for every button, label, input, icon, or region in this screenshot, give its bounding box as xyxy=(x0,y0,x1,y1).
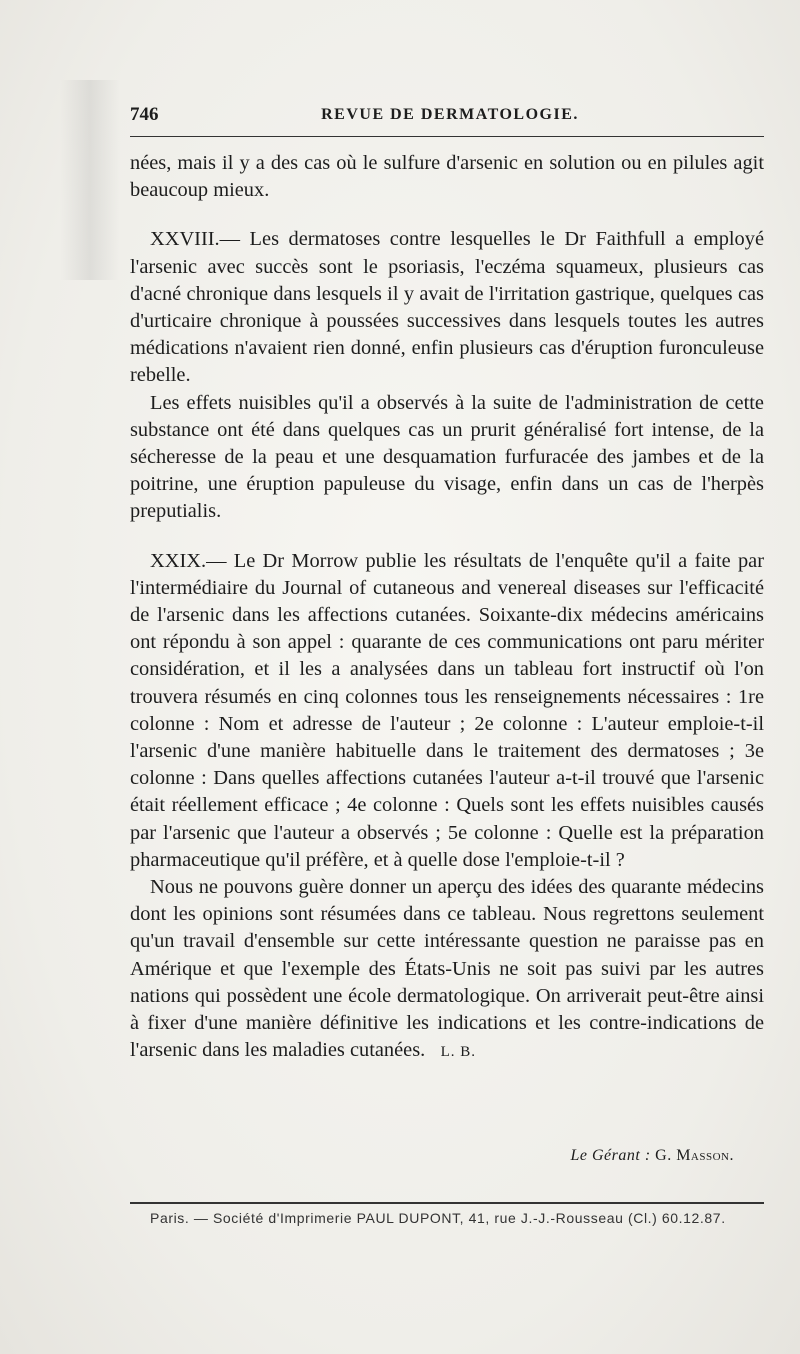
paragraph-conclusion xyxy=(130,874,764,1066)
gerant-line xyxy=(130,1147,734,1165)
gerant-name: G. Masson. xyxy=(655,1147,734,1164)
header-rule xyxy=(130,136,764,137)
printer-imprint: Paris. — Société d'Imprimerie PAUL DUPONT, 41, rue J.-J.-Rousseau (Cl.) 60.12.87. xyxy=(150,1210,726,1226)
running-title: REVUE DE DERMATOLOGIE. xyxy=(321,106,579,123)
paragraph-xxviii: XXVIII.— Les dermatoses contre lesquelles le Dr Faithfull a employé l'arsenic avec succès sont le psoriasis, l'eczéma squameux, plusieurs cas d'acné chronique dans lesquels il y avait de l'irritation gastrique, quelques cas d'urticaire chronique à poussées successives dans lesquels toutes les autres médications n'avaient rien donné, enfin plusieurs cas d'éruption furonculeuse rebelle. xyxy=(130,228,764,387)
paragraph-continuation: nées, mais il y a des cas où le sulfure d'arsenic en solution ou en pilules agit beaucoup mieux. xyxy=(130,152,764,202)
footer-rule xyxy=(130,1202,764,1204)
article-body xyxy=(130,150,764,1067)
gerant-label: Le Gérant : xyxy=(570,1147,651,1164)
page-header xyxy=(130,104,770,130)
page-number: 746 xyxy=(130,104,159,125)
paragraph-effets-nuisibles: Les effets nuisibles qu'il a observés à la suite de l'administration de cette substance ont été dans quelques cas un prurit généralisé fort intense, de la sécheresse de la peau et une desquamation furfuracée des jambes et de la poitrine, une éruption papuleuse du visage, enfin dans un cas de l'herpès preputialis. xyxy=(130,391,764,523)
paragraph-xxix: XXIX.— Le Dr Morrow publie les résultats de l'enquête qu'il a faite par l'intermédiaire du Journal of cutaneous and venereal diseases sur l'efficacité de l'arsenic dans les affections cutanées. Soixante-dix médecins américains ont répondu à son appel : quarante de ces communications ont paru mériter considération, et il les a analysées dans un tableau fort instructif où l'on trouvera résumés en cinq colonnes tous les renseignements nécessaires : 1re colonne : Nom et adresse de l'auteur ; 2e colonne : L'auteur emploie-t-il l'arsenic d'une manière habituelle dans le traitement des dermatoses ; 3e colonne : Dans quelles affections cutanées l'auteur a-t-il trouvé que l'arsenic était réellement efficace ; 4e colonne : Quels sont les effets nuisibles causés par l'arsenic que l'auteur a observés ; 5e colonne : Quelle est la préparation pharmaceutique qu'il préfère, et à quelle dose l'emploie-t-il ? xyxy=(130,549,764,871)
author-signature: L. B. xyxy=(440,1044,476,1061)
paragraph-conclusion-text: Nous ne pouvons guère donner un aperçu des idées des quarante médecins dont les opinions sont résumées dans ce tableau. Nous regrettons seulement qu'un travail d'ensemble sur cette intéressante question ne paraisse pas en Amérique et que l'exemple des États-Unis ne soit pas suivi par les autres nations qui possèdent une école dermatologique. On arriverait peut-être ainsi à fixer d'une manière définitive les indications et les contre-indications de l'arsenic dans les maladies cutanées. xyxy=(130,876,764,1062)
scan-edge-shadow xyxy=(60,80,120,280)
